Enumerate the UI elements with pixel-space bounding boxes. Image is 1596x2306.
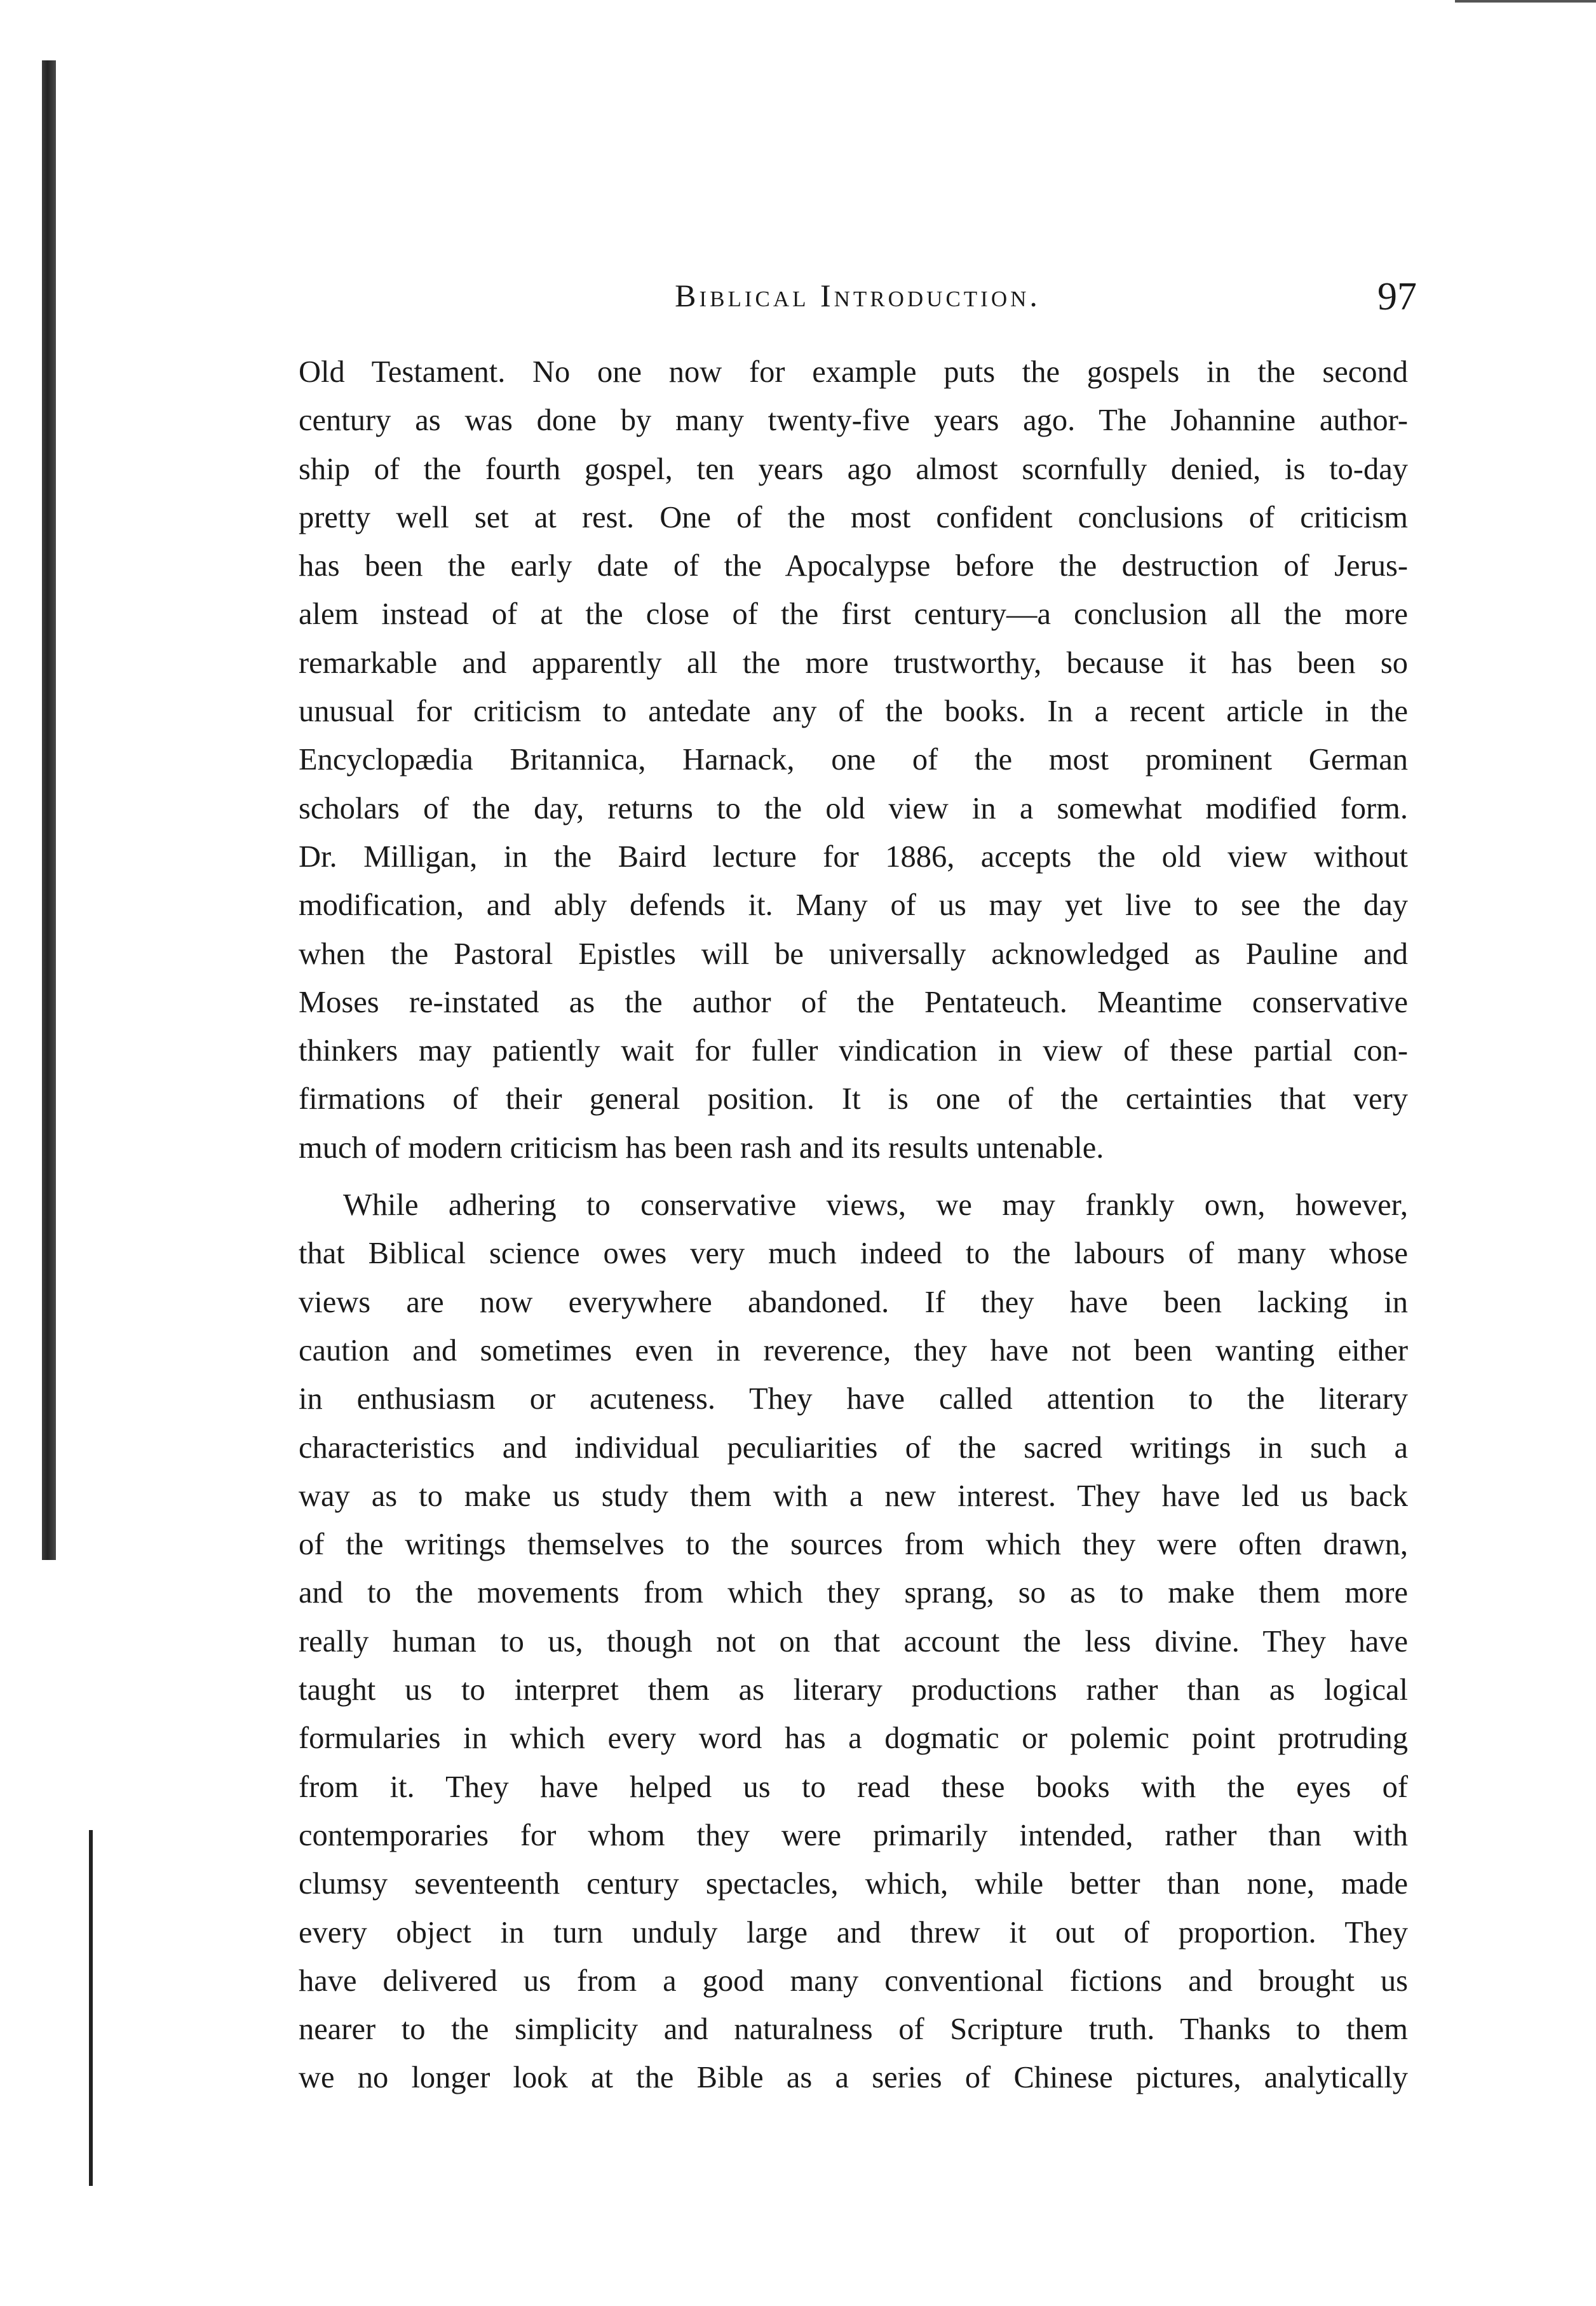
- body-text: [299, 348, 1408, 2103]
- text-line: contemporaries for whom they were primarily intended, rather than with: [299, 1818, 1408, 1852]
- paragraph-1: [299, 348, 1408, 1172]
- text-line: Old Testament. No one now for example puts the gospels in the second: [299, 355, 1408, 389]
- text-line: really human to us, though not on that account the less divine. They have: [299, 1624, 1408, 1658]
- text-line: have delivered us from a good many conventional fictions and brought us: [299, 1963, 1408, 1998]
- text-line: we no longer look at the Bible as a series of Chinese pictures, analytically: [299, 2061, 1408, 2095]
- page-number: 97: [1377, 275, 1417, 318]
- text-line: and to the movements from which they sprang, so as to make them more: [299, 1576, 1408, 1610]
- text-line: remarkable and apparently all the more trustworthy, because it has been so: [299, 646, 1408, 680]
- text-line: has been the early date of the Apocalypse before the destruction of Jerus-: [299, 549, 1408, 583]
- text-line: century as was done by many twenty-five years ago. The Johannine author-: [299, 404, 1408, 438]
- binding-edge-shadow: [42, 60, 56, 1560]
- text-line: in enthusiasm or acuteness. They have called attention to the literary: [299, 1382, 1408, 1416]
- text-line: While adhering to conservative views, we may frankly own, however,: [343, 1188, 1408, 1223]
- page-header: [299, 277, 1417, 328]
- text-line: way as to make us study them with a new interest. They have led us back: [299, 1479, 1408, 1513]
- text-line: every object in turn unduly large and threw it out of proportion. They: [299, 1915, 1408, 1950]
- running-title: Biblical Introduction.: [675, 278, 1041, 313]
- text-line: Dr. Milligan, in the Baird lecture for 1886, accepts the old view without: [299, 839, 1408, 874]
- text-line: Moses re-instated as the author of the Pentateuch. Meantime conservative: [299, 985, 1408, 1019]
- paragraph-2: [299, 1181, 1408, 2103]
- text-line: nearer to the simplicity and naturalness of Scripture truth. Thanks to them: [299, 2012, 1408, 2047]
- text-line: views are now everywhere abandoned. If they have been lacking in: [299, 1285, 1408, 1319]
- text-line: Encyclopædia Britannica, Harnack, one of the most prominent German: [299, 743, 1408, 777]
- text-line: much of modern criticism has been rash and its results untenable.: [299, 1130, 1104, 1165]
- text-line: thinkers may patiently wait for fuller vindication in view of these partial con-: [299, 1034, 1408, 1068]
- text-line: pretty well set at rest. One of the most confident conclusions of criticism: [299, 500, 1408, 534]
- text-line: caution and sometimes even in reverence, they have not been wanting either: [299, 1333, 1408, 1367]
- text-line: of the writings themselves to the sources from which they were often drawn,: [299, 1528, 1408, 1562]
- paragraph-gap: [299, 1172, 1408, 1181]
- text-line: firmations of their general position. It is one of the certainties that very: [299, 1082, 1408, 1116]
- text-line: formularies in which every word has a dogmatic or polemic point protruding: [299, 1721, 1408, 1756]
- text-line: unusual for criticism to antedate any of the books. In a recent article in the: [299, 695, 1408, 729]
- text-line: taught us to interpret them as literary productions rather than as logical: [299, 1673, 1408, 1707]
- text-line: scholars of the day, returns to the old view in a somewhat modified form.: [299, 791, 1408, 825]
- text-line: characteristics and individual peculiarities of the sacred writings in such a: [299, 1430, 1408, 1465]
- corner-rule: [1455, 0, 1596, 3]
- text-line: clumsy seventeenth century spectacles, which, while better than none, made: [299, 1867, 1408, 1901]
- text-line: ship of the fourth gospel, ten years ago almost scornfully denied, is to-day: [299, 452, 1408, 486]
- text-line: when the Pastoral Epistles will be universally acknowledged as Pauline and: [299, 937, 1408, 971]
- text-line: that Biblical science owes very much indeed to the labours of many whose: [299, 1237, 1408, 1271]
- text-line: from it. They have helped us to read these books with the eyes of: [299, 1770, 1408, 1804]
- text-line: modification, and ably defends it. Many of us may yet live to see the day: [299, 888, 1408, 923]
- text-line: alem instead of at the close of the first century—a conclusion all the more: [299, 597, 1408, 632]
- binding-edge-line: [89, 1830, 93, 2186]
